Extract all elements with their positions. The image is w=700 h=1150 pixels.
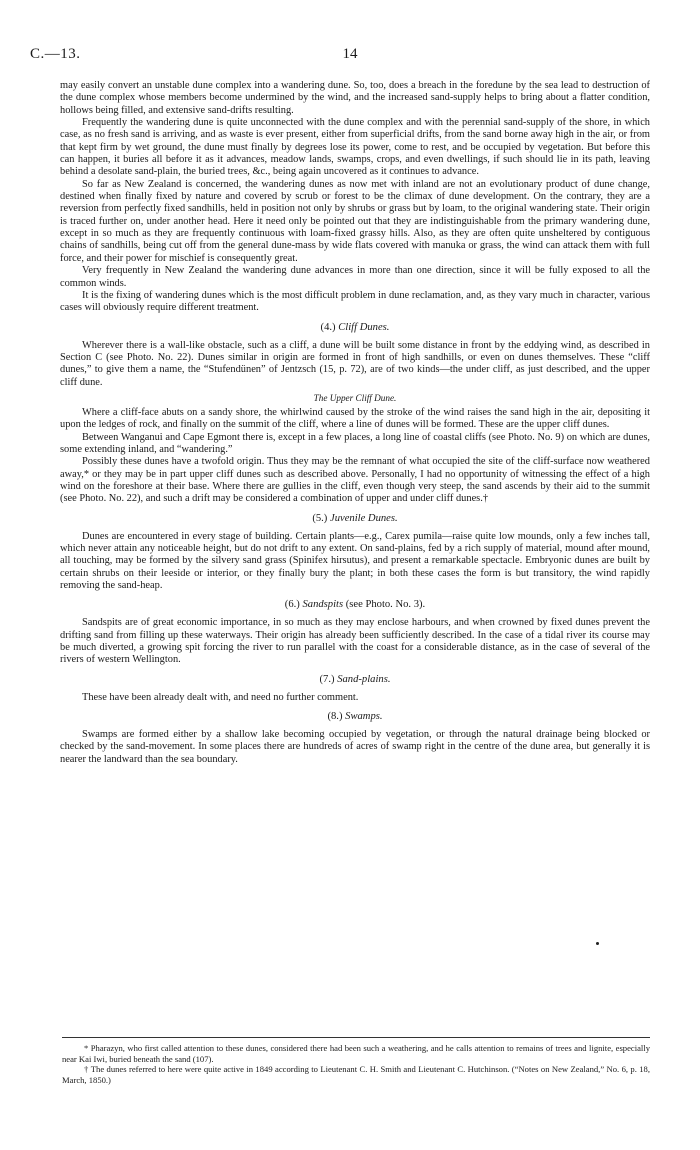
paragraph: Very frequently in New Zealand the wandering dune advances in more than one direction, since it will be fully exposed to all the common winds. bbox=[60, 265, 650, 289]
paragraph: Frequently the wandering dune is quite unconnected with the dune complex and with the perennial sand-supply of the shore, in which case, as no fresh sand is arriving, and as waste is ever present, either from superficial drifts, from the sand borne away high in the air, or from that kept firm by wet ground, the dune must finally by degrees lose its power, come to rest, and be occupied by vegetation. But before this can happen, it buries all before it as it advances, meadow lands, swamps, crops, and even dwellings, if such should lie in its path, leaving behind a desolate sand-plain, the buried trees, &c., being again uncovered as it continues to advance. bbox=[60, 117, 650, 178]
section-title: Juvenile Dunes. bbox=[330, 512, 398, 524]
section-title: Swamps. bbox=[345, 711, 383, 723]
paragraph: These have been already dealt with, and need no further comment. bbox=[82, 691, 359, 703]
section-number: (7.) bbox=[319, 673, 335, 685]
section-number: (5.) bbox=[312, 512, 328, 524]
paragraph: Swamps are formed either by a shallow lake becoming occupied by vegetation, or through the natural drainage being blocked or checked by the sand-movement. In some places there are hundreds of acres of swamp right in the centre of the dune area, but generally it is nearer the landward than the sea boundary. bbox=[60, 729, 650, 765]
section-number: (6.) bbox=[284, 599, 300, 611]
section-title: Sandspits bbox=[302, 599, 344, 611]
section-title: Sand-plains. bbox=[337, 673, 391, 685]
paragraph: Where a cliff-face abuts on a sandy shore, the whirlwind caused by the stroke of the wind raises the sand high in the air, depositing it upon the ledges of rock, and finally on the summit of the cliff, where a line of dunes will be formed. These are the upper cliff dunes. bbox=[60, 406, 650, 431]
footnotes bbox=[62, 1043, 650, 1085]
page-number: 14 bbox=[342, 46, 358, 62]
page-header bbox=[30, 46, 670, 68]
section-title: Cliff Dunes. bbox=[338, 321, 390, 333]
paragraph: may easily convert an unstable dune complex into a wandering dune. So, too, does a breach in the foredune by the sea lead to destruction of the dune complex whose members become undermined by the wind, and the increased sand-supply helps to bring about a flatter condition, hollows being filled, and extensive sand-drifts resulting. bbox=[60, 80, 650, 116]
paragraph: Between Wanganui and Cape Egmont there is, except in a few places, a long line of coastal cliffs (see Photo. No. 9) on which are dunes, some extending inland, and “wandering.” bbox=[60, 431, 650, 455]
section-number: (4.) bbox=[320, 321, 336, 333]
paragraph: Dunes are encountered in every stage of building. Certain plants—e.g., Carex pumila—raise quite low mounds, only a few inches tall, which never attain any noticeable height, but do not drift to any extent. On sand-plains, fed by a rich supply of material, mound after mound, all touching, may be formed by the silvery sand grass (Spinifex hirsutus), and present a remarkable spectacle. Embryonic dunes are built by certain shrubs on their leeside or interior, or they finally bury the plant; in both these cases the form is but transitory, the wind rapidly removing the sand-heap. bbox=[60, 530, 650, 592]
section-heading-juvenile-dunes bbox=[60, 512, 650, 525]
paragraph: It is the fixing of wandering dunes which is the most difficult problem in dune reclamation, and, as they vary much in character, various cases will obviously require different treatment. bbox=[60, 289, 650, 314]
subsection-heading-upper-cliff-dune: The Upper Cliff Dune. bbox=[313, 392, 397, 403]
photo-reference: (see Photo. No. 3). bbox=[345, 599, 426, 611]
section-heading-sand-plains bbox=[60, 673, 650, 686]
body-text bbox=[60, 80, 650, 766]
section-heading-swamps bbox=[60, 710, 650, 723]
ink-speck bbox=[596, 942, 599, 945]
footnote: * Pharazyn, who first called attention to these dunes, considered there had been such a weathering, and he calls attention to remains of trees and lignite, especially near Kai Iwi, buried beneath the sand (107). bbox=[62, 1043, 650, 1064]
section-heading-sandspits bbox=[60, 598, 650, 611]
paragraph: So far as New Zealand is concerned, the wandering dunes as now met with inland are not an evolutionary product of dune change, destined when finally fixed by nature and covered by scrub or forest to be the climax of dune development. On the contrary, they are a reversion from perfectly fixed sandhills, held in position not only by shrubs or grass but by loam, to the original wandering state. Their origin is traced further on, under another head. Here it need only be pointed out that they are indistinguishable from the primary wandering dune, except in so much as they are frequently continuous with loam-fixed grassy hills. Also, as they are often quite unsheltered by contiguous chains of sandhills, being cut off from the general dune-mass by wide flats covered with manuka or grass, the wind can attack them with full force, and their power for mischief is consequently great. bbox=[60, 178, 650, 264]
section-number: (8.) bbox=[327, 711, 343, 723]
footnote: † The dunes referred to here were quite active in 1849 according to Lieutenant C. H. Smith and Lieutenant C. Hutchinson. (“Notes on New Zealand,” No. 6, p. 18, March, 1850.) bbox=[62, 1064, 650, 1085]
report-reference: C.—13. bbox=[30, 46, 81, 62]
paragraph: Possibly these dunes have a twofold origin. Thus they may be the remnant of what occupied the site of the cliff-surface now weathered away,* or they may be in part upper cliff dunes such as described above. Personally, I had no opportunity of witnessing the effect of a high wind on the foreshore at their base. Where there are gullies in the cliff, even though very steep, the sand ascends by their aid to the summit (see Photo. No. 22), and such a drift may be considered a combination of upper and under cliff dunes.† bbox=[60, 456, 650, 505]
section-heading-cliff-dunes bbox=[60, 321, 650, 334]
footnote-divider bbox=[62, 1037, 650, 1038]
paragraph: Wherever there is a wall-like obstacle, such as a cliff, a dune will be built some distance in front by the eddying wind, as described in Section C (see Photo. No. 22). Dunes similar in origin are formed in front of high sandhills, or even on dunes themselves. These “cliff dunes,” to give them a name, the “Stufendünen” of Jentzsch (15, p. 72), are of two kinds—the under cliff, as just described, and the upper cliff dune. bbox=[60, 339, 650, 388]
paragraph: Sandspits are of great economic importance, in so much as they may enclose harbours, and when crowned by fixed dunes prevent the drifting sand from filling up these waterways. Their origin has already been sufficiently described. In the case of a tidal river its course may be much diverted, a growing spit forcing the river to run parallel with the coast for a considerable distance, as in the case of several of the rivers of western Wellington. bbox=[60, 617, 650, 666]
